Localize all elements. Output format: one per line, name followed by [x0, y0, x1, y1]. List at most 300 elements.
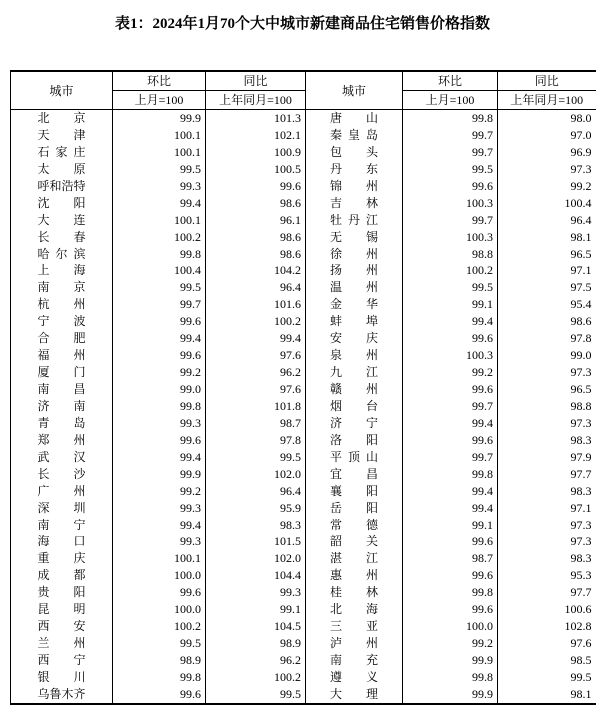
table-row	[11, 635, 596, 652]
yoy-value: 98.9	[206, 635, 306, 652]
yoy-value: 98.6	[206, 246, 306, 263]
city-name: 洛阳	[330, 432, 378, 447]
city-name: 三亚	[330, 619, 378, 634]
mom-value: 99.6	[403, 432, 498, 449]
city-name: 天津	[37, 127, 86, 142]
mom-value: 100.1	[113, 144, 206, 161]
column-header-city-right: 城市	[306, 71, 403, 110]
table-row	[11, 415, 596, 432]
city-name: 长沙	[37, 466, 86, 481]
mom-value: 99.5	[113, 635, 206, 652]
city-cell	[11, 415, 113, 432]
yoy-value: 98.3	[570, 432, 592, 447]
yoy-value: 97.6	[206, 347, 306, 364]
city-cell	[306, 296, 403, 313]
city-name: 兰州	[37, 636, 86, 651]
price-index-table	[10, 70, 596, 705]
yoy-value: 96.5	[570, 382, 592, 396]
city-name: 贵阳	[37, 585, 86, 600]
table-row	[11, 669, 596, 686]
city-name: 南昌	[37, 382, 86, 396]
yoy-value: 102.0	[206, 550, 306, 567]
city-name: 石家庄	[37, 144, 86, 159]
yoy-value: 104.2	[206, 262, 306, 279]
yoy-value: 97.5	[570, 280, 592, 295]
yoy-value: 96.4	[570, 212, 592, 227]
city-cell	[11, 550, 113, 567]
mom-value: 99.5	[113, 279, 206, 296]
column-header-city-left: 城市	[11, 71, 113, 110]
city-cell	[11, 110, 113, 127]
table-row	[11, 686, 596, 704]
yoy-value: 100.9	[206, 144, 306, 161]
yoy-value: 99.5	[206, 449, 306, 466]
yoy-value: 97.7	[570, 585, 592, 600]
table-row	[11, 449, 596, 466]
city-name: 乌鲁木齐	[37, 686, 86, 701]
table-row	[11, 347, 596, 364]
city-cell	[306, 601, 403, 618]
yoy-value: 98.6	[570, 314, 592, 329]
table-row	[11, 466, 596, 483]
yoy-value: 98.6	[206, 229, 306, 246]
city-cell	[306, 500, 403, 517]
yoy-value: 97.6	[570, 636, 592, 651]
mom-value: 99.3	[113, 533, 206, 550]
city-name: 海口	[37, 534, 86, 549]
table-row	[11, 110, 596, 127]
city-cell	[306, 517, 403, 534]
yoy-value: 98.1	[570, 686, 592, 701]
table-row	[11, 178, 596, 195]
city-cell	[11, 364, 113, 381]
city-cell	[11, 432, 113, 449]
city-cell	[11, 483, 113, 500]
mom-value: 99.7	[403, 144, 498, 161]
mom-value: 100.1	[113, 212, 206, 229]
mom-value: 100.0	[403, 618, 498, 635]
city-cell	[11, 212, 113, 229]
city-name: 南宁	[37, 517, 86, 532]
mom-value: 99.8	[403, 110, 498, 127]
yoy-value: 98.3	[206, 517, 306, 534]
city-name: 惠州	[330, 568, 378, 583]
mom-value: 99.8	[403, 466, 498, 483]
city-name: 哈尔滨	[37, 246, 86, 261]
yoy-value: 96.2	[206, 364, 306, 381]
city-cell	[11, 229, 113, 246]
mom-value: 99.4	[113, 517, 206, 534]
mom-value: 99.6	[403, 330, 498, 347]
mom-value: 100.0	[113, 567, 206, 584]
city-name: 青岛	[37, 415, 86, 430]
yoy-value: 97.8	[570, 331, 592, 346]
mom-value: 100.3	[403, 195, 498, 212]
table-row	[11, 652, 596, 669]
city-cell	[306, 652, 403, 669]
city-name: 韶关	[330, 534, 378, 549]
city-cell	[11, 652, 113, 669]
city-name: 牡丹江	[330, 212, 378, 227]
mom-value: 99.9	[113, 466, 206, 483]
yoy-value: 104.4	[206, 567, 306, 584]
mom-value: 99.4	[403, 313, 498, 330]
city-name: 沈阳	[37, 195, 86, 210]
city-name: 大连	[37, 212, 86, 227]
mom-value: 99.1	[403, 296, 498, 313]
yoy-value: 100.2	[206, 313, 306, 330]
yoy-value: 97.3	[570, 534, 592, 549]
mom-value: 99.5	[113, 161, 206, 178]
mom-value: 100.2	[113, 618, 206, 635]
mom-value: 99.7	[403, 398, 498, 415]
mom-value: 99.4	[403, 415, 498, 432]
city-name: 北京	[37, 111, 86, 125]
mom-value: 99.2	[113, 483, 206, 500]
city-name: 泉州	[330, 348, 378, 363]
city-name: 呼和浩特	[37, 178, 86, 193]
city-cell	[306, 449, 403, 466]
city-cell	[306, 110, 403, 127]
yoy-value: 95.4	[570, 297, 592, 312]
city-name: 锦州	[330, 178, 378, 193]
column-subheader-mom-base-left: 上月=100	[113, 91, 206, 110]
column-header-yoy-left: 同比	[206, 71, 306, 91]
yoy-value: 97.6	[206, 381, 306, 398]
city-name: 包头	[330, 144, 378, 159]
column-header-yoy-right: 同比	[498, 71, 596, 91]
mom-value: 100.2	[113, 229, 206, 246]
yoy-value: 97.8	[206, 432, 306, 449]
city-cell	[11, 567, 113, 584]
city-cell	[306, 669, 403, 686]
column-header-mom-right: 环比	[403, 71, 498, 91]
yoy-value: 98.3	[570, 483, 592, 498]
city-name: 温州	[330, 280, 378, 295]
city-name: 银川	[37, 669, 86, 684]
city-name: 北海	[330, 602, 378, 617]
city-cell	[11, 669, 113, 686]
city-cell	[11, 246, 113, 263]
mom-value: 99.8	[113, 669, 206, 686]
yoy-value: 99.2	[570, 178, 592, 193]
city-cell	[306, 364, 403, 381]
city-cell	[11, 127, 113, 144]
mom-value: 99.6	[403, 381, 498, 398]
yoy-value: 99.5	[206, 686, 306, 704]
table-row	[11, 364, 596, 381]
mom-value: 99.7	[403, 127, 498, 144]
yoy-value: 98.1	[570, 229, 592, 244]
city-cell	[11, 178, 113, 195]
city-cell	[11, 279, 113, 296]
city-name: 广州	[37, 483, 86, 498]
mom-value: 99.6	[113, 432, 206, 449]
city-cell	[11, 601, 113, 618]
city-cell	[306, 398, 403, 415]
city-cell	[11, 618, 113, 635]
yoy-value: 99.4	[206, 330, 306, 347]
city-name: 九江	[330, 365, 378, 380]
city-name: 南充	[330, 653, 378, 667]
yoy-value: 98.6	[206, 195, 306, 212]
yoy-value: 99.1	[206, 601, 306, 618]
mom-value: 100.0	[113, 601, 206, 618]
city-cell	[306, 635, 403, 652]
city-cell	[306, 262, 403, 279]
yoy-value: 102.8	[564, 619, 592, 634]
table-row	[11, 533, 596, 550]
mom-value: 99.6	[403, 601, 498, 618]
mom-value: 98.8	[403, 246, 498, 263]
yoy-value: 98.0	[570, 111, 592, 125]
yoy-value: 96.2	[206, 652, 306, 669]
yoy-value: 96.5	[570, 246, 592, 261]
column-subheader-yoy-base-left: 上年同月=100	[206, 91, 306, 110]
city-cell	[11, 686, 113, 704]
table-row	[11, 296, 596, 313]
city-name: 合肥	[37, 331, 86, 346]
city-name: 吉林	[330, 195, 378, 210]
city-name: 丹东	[330, 161, 378, 176]
city-name: 襄阳	[330, 483, 378, 498]
table-row	[11, 246, 596, 263]
mom-value: 99.5	[403, 279, 498, 296]
city-cell	[306, 584, 403, 601]
city-cell	[306, 161, 403, 178]
city-name: 重庆	[37, 551, 86, 566]
column-subheader-yoy-base-right: 上年同月=100	[498, 91, 596, 110]
mom-value: 99.6	[113, 313, 206, 330]
city-cell	[11, 330, 113, 347]
city-cell	[306, 381, 403, 398]
city-cell	[306, 313, 403, 330]
city-name: 岳阳	[330, 500, 378, 515]
mom-value: 99.6	[403, 533, 498, 550]
city-cell	[11, 517, 113, 534]
city-name: 济宁	[330, 415, 378, 430]
city-cell	[306, 330, 403, 347]
table-row	[11, 144, 596, 161]
city-name: 大理	[330, 686, 378, 701]
city-name: 厦门	[37, 365, 86, 380]
city-cell	[11, 398, 113, 415]
city-cell	[11, 533, 113, 550]
yoy-value: 98.3	[570, 551, 592, 566]
city-name: 成都	[37, 568, 86, 583]
city-cell	[306, 127, 403, 144]
yoy-value: 96.4	[206, 483, 306, 500]
yoy-value: 97.1	[570, 500, 592, 515]
yoy-value: 102.1	[206, 127, 306, 144]
yoy-value: 101.5	[206, 533, 306, 550]
mom-value: 99.4	[403, 483, 498, 500]
yoy-value: 99.5	[570, 669, 592, 684]
city-name: 武汉	[37, 449, 86, 464]
mom-value: 99.7	[403, 449, 498, 466]
city-name: 湛江	[330, 551, 378, 566]
mom-value: 99.6	[113, 347, 206, 364]
yoy-value: 98.8	[570, 398, 592, 413]
mom-value: 99.3	[113, 178, 206, 195]
mom-value: 100.3	[403, 347, 498, 364]
city-name: 杭州	[37, 297, 86, 312]
table-row	[11, 330, 596, 347]
table-row	[11, 195, 596, 212]
city-cell	[306, 415, 403, 432]
mom-value: 99.6	[403, 178, 498, 195]
city-cell	[11, 161, 113, 178]
city-name: 宜昌	[330, 466, 378, 481]
mom-value: 99.2	[113, 364, 206, 381]
city-name: 遵义	[330, 669, 378, 684]
city-name: 安庆	[330, 331, 378, 346]
yoy-value: 100.6	[564, 602, 592, 617]
city-cell	[11, 449, 113, 466]
mom-value: 100.4	[113, 262, 206, 279]
mom-value: 99.0	[113, 381, 206, 398]
yoy-value: 98.7	[206, 415, 306, 432]
city-cell	[306, 550, 403, 567]
city-cell	[306, 567, 403, 584]
city-name: 上海	[37, 263, 86, 278]
mom-value: 99.9	[403, 652, 498, 669]
yoy-value: 101.3	[206, 110, 306, 127]
mom-value: 99.5	[403, 161, 498, 178]
city-name: 唐山	[330, 111, 378, 125]
city-name: 郑州	[37, 432, 86, 447]
city-cell	[306, 178, 403, 195]
column-header-mom-left: 环比	[113, 71, 206, 91]
mom-value: 99.6	[113, 584, 206, 601]
header-row-1	[11, 71, 596, 91]
mom-value: 98.7	[403, 550, 498, 567]
city-name: 常德	[330, 517, 378, 532]
city-cell	[11, 500, 113, 517]
mom-value: 99.4	[403, 500, 498, 517]
yoy-value: 100.2	[206, 669, 306, 686]
mom-value: 99.4	[113, 330, 206, 347]
city-name: 昆明	[37, 602, 86, 617]
mom-value: 99.8	[113, 246, 206, 263]
mom-value: 99.1	[403, 517, 498, 534]
yoy-value: 95.3	[570, 568, 592, 583]
city-name: 太原	[37, 161, 86, 176]
yoy-value: 97.0	[570, 127, 592, 142]
city-cell	[11, 262, 113, 279]
city-cell	[11, 195, 113, 212]
city-name: 宁波	[37, 314, 86, 329]
city-name: 济南	[37, 398, 86, 413]
mom-value: 99.7	[113, 296, 206, 313]
table-row	[11, 161, 596, 178]
table-row	[11, 601, 596, 618]
city-cell	[11, 466, 113, 483]
yoy-value: 97.1	[570, 263, 592, 278]
city-cell	[11, 144, 113, 161]
yoy-value: 97.3	[570, 415, 592, 430]
yoy-value: 101.8	[206, 398, 306, 415]
table-body	[11, 110, 596, 704]
mom-value: 99.4	[113, 449, 206, 466]
table-row	[11, 517, 596, 534]
city-cell	[306, 347, 403, 364]
mom-value: 99.8	[403, 669, 498, 686]
city-name: 徐州	[330, 246, 378, 261]
yoy-value: 104.5	[206, 618, 306, 635]
mom-value: 100.1	[113, 127, 206, 144]
city-name: 金华	[330, 297, 378, 312]
city-cell	[306, 483, 403, 500]
table-row	[11, 381, 596, 398]
mom-value: 100.3	[403, 229, 498, 246]
table-row	[11, 229, 596, 246]
mom-value: 98.9	[113, 652, 206, 669]
yoy-value: 99.6	[206, 178, 306, 195]
yoy-value: 98.5	[570, 653, 592, 667]
city-name: 长春	[37, 229, 86, 244]
yoy-value: 97.3	[570, 365, 592, 380]
table-row	[11, 432, 596, 449]
city-cell	[306, 279, 403, 296]
yoy-value: 100.4	[564, 195, 592, 210]
city-name: 蚌埠	[330, 314, 378, 329]
table-row	[11, 618, 596, 635]
table-row	[11, 262, 596, 279]
table-row	[11, 584, 596, 601]
table-row	[11, 483, 596, 500]
city-name: 赣州	[330, 382, 378, 396]
city-name: 平顶山	[330, 449, 378, 464]
city-cell	[306, 533, 403, 550]
city-name: 西安	[37, 619, 86, 634]
page-title: 表1：2024年1月70个大中城市新建商品住宅销售价格指数	[114, 16, 490, 32]
mom-value: 99.4	[113, 195, 206, 212]
mom-value: 99.8	[403, 584, 498, 601]
table-row	[11, 279, 596, 296]
city-cell	[11, 381, 113, 398]
mom-value: 99.2	[403, 364, 498, 381]
table-row	[11, 127, 596, 144]
city-cell	[11, 296, 113, 313]
mom-value: 99.9	[403, 686, 498, 704]
yoy-value: 100.5	[206, 161, 306, 178]
city-name: 桂林	[330, 585, 378, 600]
city-name: 扬州	[330, 263, 378, 278]
yoy-value: 96.4	[206, 279, 306, 296]
city-cell	[306, 212, 403, 229]
city-cell	[306, 466, 403, 483]
mom-value: 99.2	[403, 635, 498, 652]
table-row	[11, 567, 596, 584]
city-cell	[11, 313, 113, 330]
column-subheader-mom-base-right: 上月=100	[403, 91, 498, 110]
table-row	[11, 550, 596, 567]
mom-value: 100.2	[403, 262, 498, 279]
yoy-value: 95.9	[206, 500, 306, 517]
yoy-value: 97.3	[570, 517, 592, 532]
city-cell	[306, 246, 403, 263]
mom-value: 99.6	[113, 686, 206, 704]
yoy-value: 102.0	[206, 466, 306, 483]
city-name: 无锡	[330, 229, 378, 244]
yoy-value: 97.9	[570, 449, 592, 464]
table-row	[11, 313, 596, 330]
table-row	[11, 212, 596, 229]
city-cell	[306, 229, 403, 246]
yoy-value: 99.0	[570, 348, 592, 363]
city-name: 泸州	[330, 636, 378, 651]
